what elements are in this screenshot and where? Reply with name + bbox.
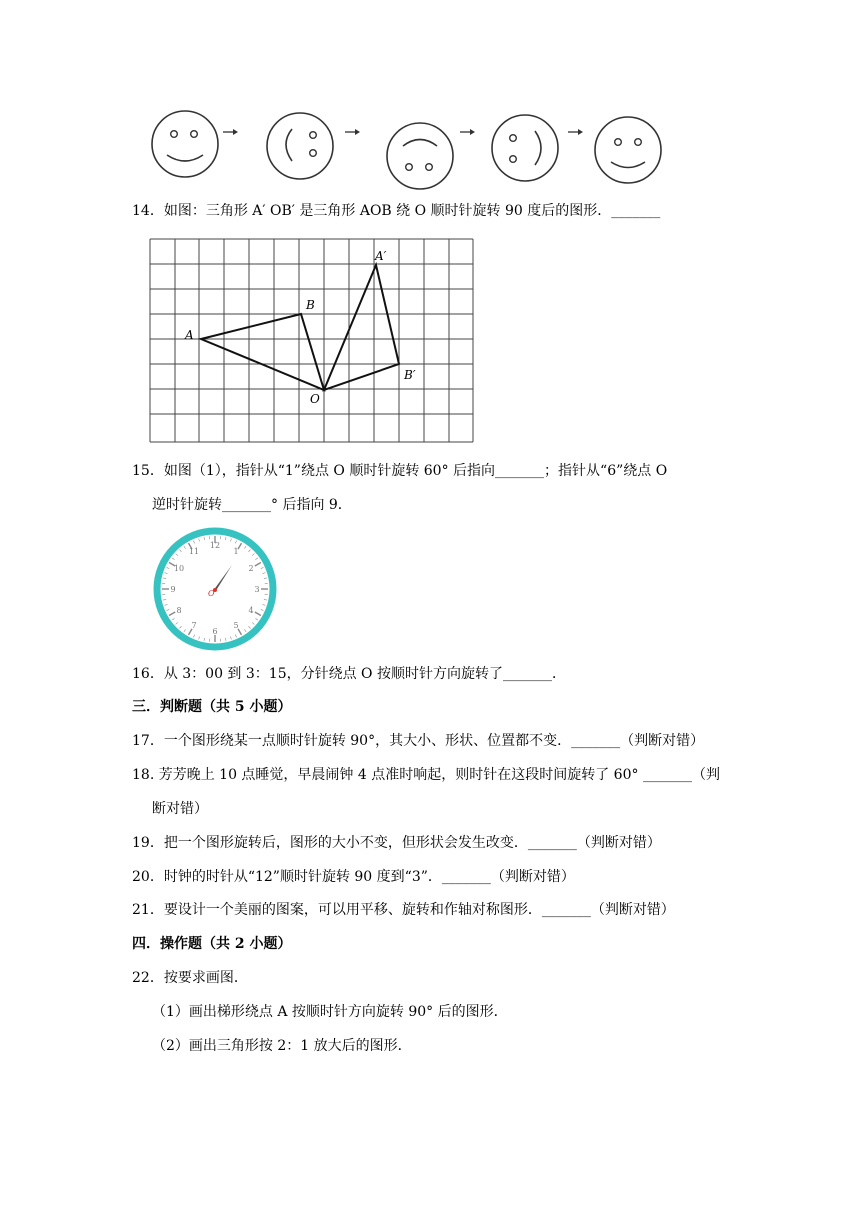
arrow-icon bbox=[345, 129, 360, 135]
label-a-prime: A′ bbox=[375, 249, 387, 263]
question-22-title: 22．按要求画图． bbox=[132, 970, 248, 986]
clock-figure bbox=[150, 525, 280, 655]
label-b: B bbox=[306, 298, 315, 312]
clock-number-5: 5 bbox=[233, 621, 239, 630]
question-20: 20．时钟的时针从“12”顺时针旋转 90 度到“3”．_______（判断对错） bbox=[132, 869, 575, 885]
clock-number-10: 10 bbox=[173, 564, 185, 573]
question-18-line-1: 18. 芳芳晚上 10 点睡觉，早晨闹钟 4 点准时响起，则时针在这段时间旋转了 60° _______（判 bbox=[132, 767, 720, 783]
smiley-face-1 bbox=[152, 111, 218, 177]
question-15-line-2: 逆时针旋转_______° 后指向 9． bbox=[152, 497, 352, 513]
clock-number-4: 4 bbox=[248, 606, 254, 615]
q14-grid-figure bbox=[149, 238, 475, 444]
clock-number-12: 12 bbox=[209, 541, 221, 550]
clock-center-label: O bbox=[208, 589, 215, 598]
question-19: 19．把一个图形旋转后，图形的大小不变，但形状会发生改变．_______（判断对错） bbox=[132, 835, 661, 851]
question-17: 17．一个图形绕某一点顺时针旋转 90°，其大小、形状、位置都不变．_______（判断对错） bbox=[132, 733, 705, 749]
arrow-icon bbox=[568, 129, 583, 135]
clock-number-3: 3 bbox=[254, 585, 260, 594]
smiley-rotation-sequence bbox=[145, 105, 675, 197]
clock-number-1: 1 bbox=[233, 547, 239, 556]
label-o: O bbox=[310, 392, 320, 406]
question-21: 21．要设计一个美丽的图案，可以用平移、旋转和作轴对称图形．_______（判断对错） bbox=[132, 902, 675, 918]
smiley-face-4 bbox=[492, 115, 558, 181]
arrow-icon bbox=[223, 129, 238, 135]
clock-number-6: 6 bbox=[212, 627, 218, 636]
triangle-a2ob2 bbox=[324, 265, 399, 390]
question-15-line-1: 15．如图（1），指针从“1”绕点 O 顺时针旋转 60° 后指向_______；指针从“6”绕点 O bbox=[132, 463, 668, 479]
section-4-heading: 四．操作题（共 2 小题） bbox=[132, 936, 292, 952]
triangle-aob bbox=[201, 314, 324, 390]
question-22-sub-1: （1）画出梯形绕点 A 按顺时针方向旋转 90° 后的图形． bbox=[152, 1004, 508, 1020]
clock-number-9: 9 bbox=[170, 585, 176, 594]
question-14: 14．如图：三角形 A′ OB′ 是三角形 AOB 绕 O 顺时针旋转 90 度后的图形．_______ bbox=[132, 203, 661, 219]
clock-number-2: 2 bbox=[248, 564, 254, 573]
smiley-face-5 bbox=[595, 117, 661, 183]
question-22-sub-2: （2）画出三角形按 2：1 放大后的图形． bbox=[152, 1038, 412, 1054]
clock-number-7: 7 bbox=[191, 621, 197, 630]
question-16: 16．从 3：00 到 3：15，分针绕点 O 按顺时针方向旋转了_______． bbox=[132, 666, 566, 682]
smiley-face-2 bbox=[267, 113, 333, 179]
arrow-icon bbox=[460, 129, 475, 135]
smiley-face-3 bbox=[387, 123, 453, 189]
grid-lines bbox=[150, 239, 473, 442]
clock-number-8: 8 bbox=[176, 606, 182, 615]
question-18-line-2: 断对错） bbox=[152, 801, 208, 817]
clock-number-11: 11 bbox=[188, 547, 200, 556]
label-a: A bbox=[185, 328, 194, 342]
label-b-prime: B′ bbox=[404, 368, 416, 382]
section-3-heading: 三．判断题（共 5 小题） bbox=[132, 699, 292, 715]
